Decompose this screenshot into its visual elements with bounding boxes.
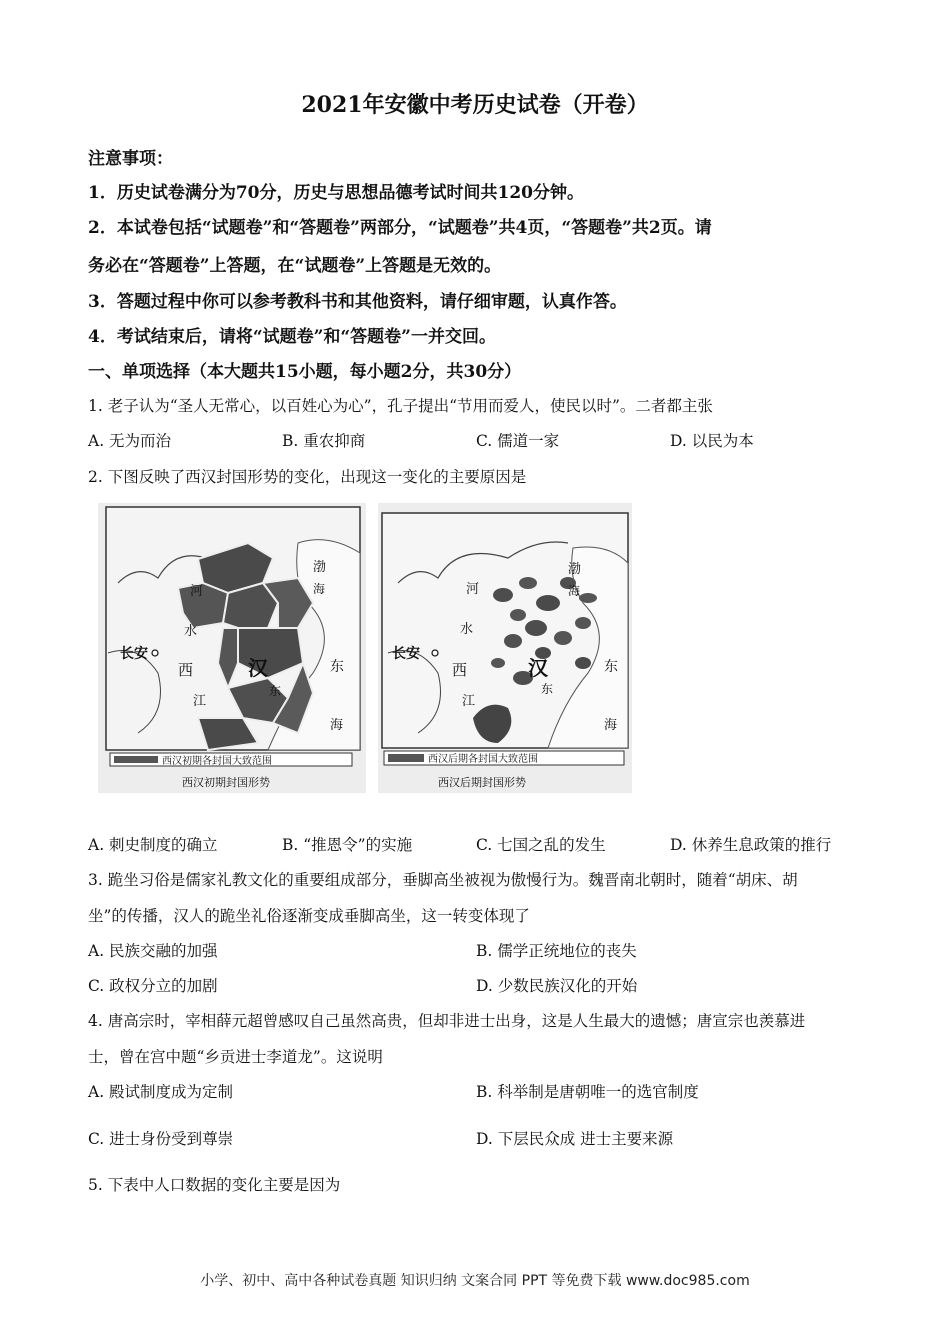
q3-stem-line-1: 3. 跪坐习俗是儒家礼教文化的重要组成部分，垂脚高坐被视为傲慢行为。魏晋南北朝时，随着“胡床、胡	[88, 871, 798, 889]
map-early-bohai-1: 渤	[313, 560, 327, 575]
q1-option-a: A. 无为而治	[88, 432, 172, 450]
section-heading: 一、单项选择（本大题共15小题，每小题2分，共30分）	[88, 362, 522, 382]
map-early-caption: 西汉初期封国形势	[182, 776, 270, 789]
map-late-capital: 长安	[392, 646, 420, 662]
notice-item-2: 2．本试卷包括“试题卷”和“答题卷”两部分，“试题卷”共4页，“答题卷”共2页。请	[88, 218, 712, 238]
q4-stem-line-1: 4. 唐高宗时，宰相薛元超曾感叹自己虽然高贵，但却非进士出身，这是人生最大的遗憾；唐宣宗也羡慕进	[88, 1012, 806, 1030]
map-late-sea: 海	[604, 718, 618, 733]
q2-option-c: C. 七国之乱的发生	[476, 836, 606, 854]
q3-option-a: A. 民族交融的加强	[88, 942, 218, 960]
notice-item-2-cont: 务必在“答题卷”上答题，在“试题卷”上答题是无效的。	[88, 256, 502, 276]
map-early-west: 西	[178, 661, 194, 679]
notice-item-1: 1．历史试卷满分为70分，历史与思想品德考试时间共120分钟。	[88, 183, 584, 203]
q4-option-c: C. 进士身份受到尊崇	[88, 1130, 234, 1148]
map-late-dong: 东	[541, 682, 554, 696]
map-early-legend: 西汉初期各封国大致范围	[162, 756, 272, 767]
map-early-bohai-2: 海	[313, 582, 326, 596]
q1-option-c: C. 儒道一家	[476, 432, 560, 450]
page-title: 2021年安徽中考历史试卷（开卷）	[301, 92, 649, 118]
map-early-east: 东	[330, 659, 344, 675]
q3-option-c: C. 政权分立的加剧	[88, 977, 218, 995]
capital-marker-icon	[432, 650, 438, 656]
q2-option-b: B. “推恩令”的实施	[282, 836, 413, 854]
q3-option-b: B. 儒学正统地位的丧失	[476, 942, 637, 960]
map-early-river-1: 河	[190, 584, 204, 599]
map-early-han: 汉	[248, 656, 268, 680]
map-late-east: 东	[604, 659, 618, 675]
map-early-dong: 东	[269, 684, 282, 698]
q3-option-d: D. 少数民族汉化的开始	[476, 977, 638, 995]
map-late-caption: 西汉后期封国形势	[438, 776, 526, 789]
map-late-river-2: 水	[460, 622, 474, 637]
q1-option-d: D. 以民为本	[670, 432, 754, 450]
map-early-han-graphic	[98, 503, 366, 793]
map-late-west: 西	[452, 661, 468, 679]
q4-option-a: A. 殿试制度成为定制	[88, 1083, 234, 1101]
q4-stem-line-2: 士，曾在宫中题“乡贡进士李道龙”。这说明	[88, 1048, 383, 1066]
map-late-jiang: 江	[462, 694, 476, 709]
map-early-sea: 海	[330, 718, 344, 733]
capital-marker-icon	[152, 650, 158, 656]
q3-stem-line-2: 坐”的传播，汉人的跪坐礼俗逐渐变成垂脚高坐，这一转变体现了	[88, 907, 530, 925]
map-late-bohai-2: 海	[568, 584, 581, 598]
map-late-legend: 西汉后期各封国大致范围	[428, 754, 538, 765]
q1-stem: 1. 老子认为“圣人无常心，以百姓心为心”，孔子提出“节用而爱人，使民以时”。二者都主张	[88, 397, 713, 415]
map-late-han-graphic	[378, 503, 632, 793]
q1-option-b: B. 重农抑商	[282, 432, 366, 450]
q4-option-b: B. 科举制是唐朝唯一的选官制度	[476, 1083, 699, 1101]
map-early-jiang: 江	[193, 694, 207, 709]
map-early-river-2: 水	[184, 624, 198, 639]
q4-option-d: D. 下层民众成 进士主要来源	[476, 1130, 674, 1148]
notice-item-4: 4．考试结束后，请将“试题卷”和“答题卷”一并交回。	[88, 327, 496, 347]
map-late-river-1: 河	[466, 582, 480, 597]
q2-option-d: D. 休养生息政策的推行	[670, 836, 832, 854]
notice-item-3: 3．答题过程中你可以参考教科书和其他资料，请仔细审题，认真作答。	[88, 292, 627, 312]
q5-stem: 5. 下表中人口数据的变化主要是因为	[88, 1176, 341, 1194]
notice-heading: 注意事项：	[88, 149, 173, 169]
map-late-han: 汉	[528, 656, 548, 680]
map-early-capital: 长安	[120, 646, 148, 662]
q2-stem: 2. 下图反映了西汉封国形势的变化，出现这一变化的主要原因是	[88, 468, 527, 486]
q2-option-a: A. 刺史制度的确立	[88, 836, 218, 854]
map-early-han	[98, 503, 366, 793]
map-late-han	[378, 503, 632, 793]
page-footer: 小学、初中、高中各种试卷真题 知识归纳 文案合同 PPT 等免费下载 www.doc985.com	[200, 1273, 750, 1289]
map-late-bohai-1: 渤	[568, 562, 582, 577]
